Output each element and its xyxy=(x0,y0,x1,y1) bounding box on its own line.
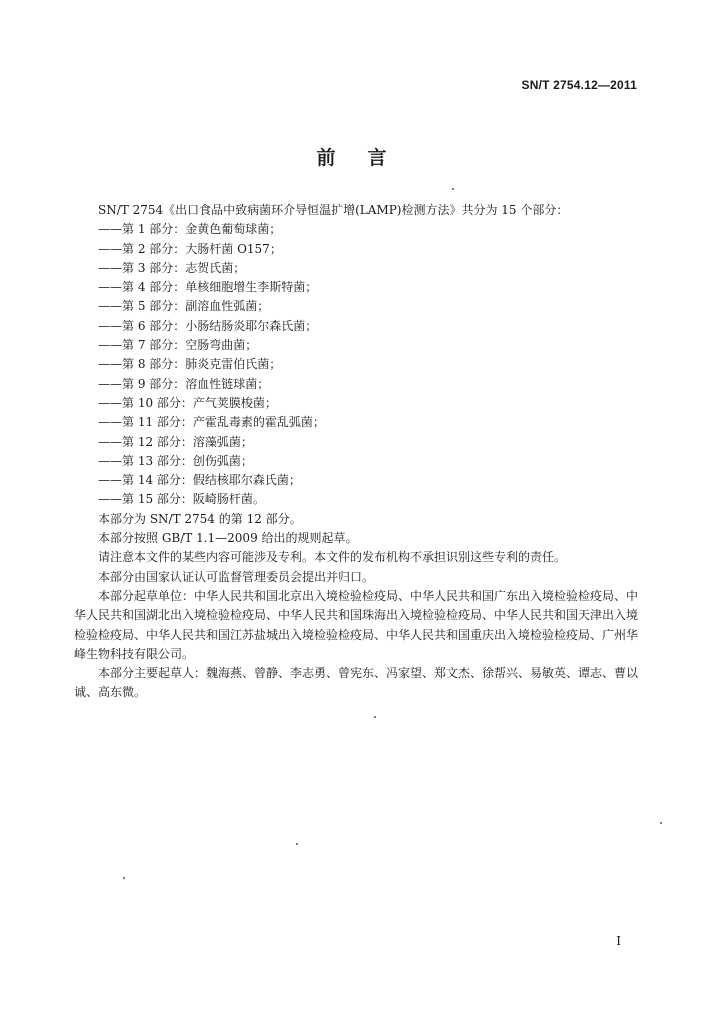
part-list-item: ——第 6 部分：小肠结肠炎耶尔森氏菌； xyxy=(98,318,318,333)
part-list-item: ——第 7 部分：空肠弯曲菌； xyxy=(98,338,258,353)
part-list-item: ——第 1 部分：金黄色葡萄球菌； xyxy=(98,222,282,237)
paragraph-drafting-units: 本部分起草单位：中华人民共和国北京出入境检验检疫局、中华人民共和国广东出入境检验检疫局、中华人民共和国湖北出入境检验检疫局、中华人民共和国珠海出入境检验检疫局、中华人民共和国天津出入境检验检疫局、中华人民共和国江苏盐城出入境检验检疫局、中华人民共和国重庆出入境检验检疫局、广州华峰生物科技有限公司。 xyxy=(74,588,639,661)
part-list-item: ——第 2 部分：大肠杆菌 O157； xyxy=(98,241,282,256)
part-list-item: ——第 4 部分：单核细胞增生李斯特菌； xyxy=(98,280,318,295)
paragraph: 本部分由国家认证认可监督管理委员会提出并归口。 xyxy=(98,569,375,584)
part-list-item: ——第 3 部分：志贺氏菌； xyxy=(98,260,246,275)
part-list-item: ——第 10 部分：产气荚膜梭菌； xyxy=(98,395,277,410)
part-list-item: ——第 12 部分：溶藻弧菌； xyxy=(98,434,253,449)
part-list-item: ——第 13 部分：创伤弧菌； xyxy=(98,453,253,468)
page-title: 前言 xyxy=(316,147,419,169)
part-list-item: ——第 14 部分：假结核耶尔森氏菌； xyxy=(98,473,301,488)
standard-number: SN/T 2754.12—2011 xyxy=(521,78,637,92)
scan-speck xyxy=(296,843,298,845)
paragraph: 本部分按照 GB/T 1.1—2009 给出的规则起草。 xyxy=(98,531,358,546)
part-list-item: ——第 5 部分：副溶血性弧菌； xyxy=(98,299,270,314)
part-list-item: ——第 9 部分：溶血性链球菌； xyxy=(98,376,270,391)
part-list-item: ——第 15 部分：阪崎肠杆菌。 xyxy=(98,492,265,507)
scan-speck xyxy=(123,877,125,879)
intro-line: SN/T 2754《出口食品中致病菌环介导恒温扩增(LAMP)检测方法》共分为 15 个部分： xyxy=(98,203,569,217)
body-text xyxy=(74,201,643,703)
part-list-item: ——第 8 部分：肺炎克雷伯氏菌； xyxy=(98,357,282,372)
scan-speck xyxy=(660,822,662,824)
page-number: I xyxy=(616,934,621,948)
part-list-item: ——第 11 部分：产霍乱毒素的霍乱弧菌； xyxy=(98,415,325,430)
paragraph-drafters: 本部分主要起草人：魏海燕、曾静、李志勇、曾宪东、冯家望、郑文杰、徐帮兴、易敏英、谭志、曹以诚、高东微。 xyxy=(74,666,639,700)
paragraph: 请注意本文件的某些内容可能涉及专利。本文件的发布机构不承担识别这些专利的责任。 xyxy=(98,550,567,565)
scan-speck xyxy=(452,188,454,190)
paragraph: 本部分为 SN/T 2754 的第 12 部分。 xyxy=(98,511,302,526)
scan-speck xyxy=(374,716,376,718)
